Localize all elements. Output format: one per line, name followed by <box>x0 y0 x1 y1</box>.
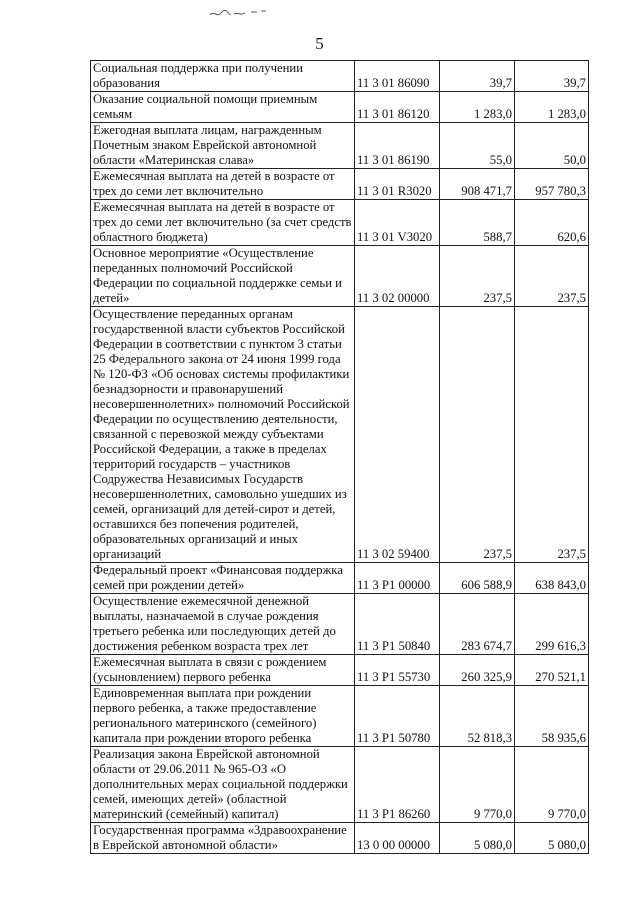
table-row <box>91 594 589 655</box>
row-value-2: 50,0 <box>515 123 589 169</box>
row-code: 11 3 02 00000 <box>355 246 440 307</box>
budget-table <box>90 60 589 854</box>
row-value-1: 5 080,0 <box>440 823 515 854</box>
row-code: 11 3 P1 00000 <box>355 563 440 594</box>
row-value-1: 237,5 <box>440 307 515 563</box>
row-value-1: 237,5 <box>440 246 515 307</box>
row-code: 11 3 P1 50780 <box>355 686 440 747</box>
row-value-2: 237,5 <box>515 307 589 563</box>
row-name: Ежегодная выплата лицам, награжденным Почетным знаком Еврейской автономной области «Материнская слава» <box>91 123 355 169</box>
row-code: 11 3 02 59400 <box>355 307 440 563</box>
row-value-2: 620,6 <box>515 200 589 246</box>
row-code: 11 3 01 86190 <box>355 123 440 169</box>
row-value-1: 908 471,7 <box>440 169 515 200</box>
table-row <box>91 686 589 747</box>
row-name: Основное мероприятие «Осуществление переданных полномочий Российской Федерации по социальной поддержке семьи и детей» <box>91 246 355 307</box>
table-row <box>91 307 589 563</box>
table-row <box>91 61 589 92</box>
table-row <box>91 200 589 246</box>
row-code: 11 3 P1 55730 <box>355 655 440 686</box>
row-code: 13 0 00 00000 <box>355 823 440 854</box>
table-row <box>91 92 589 123</box>
page-number: 5 <box>315 34 324 53</box>
row-value-2: 9 770,0 <box>515 747 589 823</box>
table-row <box>91 823 589 854</box>
row-value-2: 270 521,1 <box>515 655 589 686</box>
row-value-1: 588,7 <box>440 200 515 246</box>
row-value-1: 55,0 <box>440 123 515 169</box>
table-row <box>91 747 589 823</box>
row-value-2: 957 780,3 <box>515 169 589 200</box>
row-name: Оказание социальной помощи приемным семьям <box>91 92 355 123</box>
row-value-1: 606 588,9 <box>440 563 515 594</box>
row-value-2: 58 935,6 <box>515 686 589 747</box>
row-code: 11 3 01 86090 <box>355 61 440 92</box>
row-code: 11 3 01 R3020 <box>355 169 440 200</box>
row-value-2: 237,5 <box>515 246 589 307</box>
table-row <box>91 563 589 594</box>
row-value-2: 5 080,0 <box>515 823 589 854</box>
row-value-2: 299 616,3 <box>515 594 589 655</box>
row-value-2: 638 843,0 <box>515 563 589 594</box>
table-row <box>91 246 589 307</box>
row-value-1: 39,7 <box>440 61 515 92</box>
row-code: 11 3 P1 50840 <box>355 594 440 655</box>
table-row <box>91 655 589 686</box>
handwritten-mark <box>208 6 268 20</box>
row-name: Осуществление ежемесячной денежной выплаты, назначаемой в случае рождения третьего ребенка или последующих детей до достижения ребенком возраста трех лет <box>91 594 355 655</box>
row-name: Единовременная выплата при рождении первого ребенка, а также предоставление регионального материнского (семейного) капитала при рождении второго ребенка <box>91 686 355 747</box>
row-name: Реализация закона Еврейской автономной области от 29.06.2011 № 965-ОЗ «О дополнительных мерах социальной поддержки семей, имеющих детей» (областной материнский (семейный) капитал) <box>91 747 355 823</box>
row-name: Осуществление переданных органам государственной власти субъектов Российской Федерации в соответствии с пунктом 3 статьи 25 Федерального закона от 24 июня 1999 года № 120-ФЗ «Об основах системы профилактики безнадзорности и правонарушений несовершеннолетних» полномочий Российской Федерации по осуществлению деятельности, связанной с перевозкой между субъектами Российской Федерации, а также в пределах территорий государств – участников Содружества Независимых Государств несовершеннолетних, самовольно ушедших из семей, организаций для детей-сирот и детей, оставшихся без попечения родителей, образовательных организаций и иных организаций <box>91 307 355 563</box>
row-value-1: 52 818,3 <box>440 686 515 747</box>
row-value-1: 283 674,7 <box>440 594 515 655</box>
row-name: Ежемесячная выплата на детей в возрасте от трех до семи лет включительно (за счет средств областного бюджета) <box>91 200 355 246</box>
row-name: Социальная поддержка при получении образования <box>91 61 355 92</box>
row-value-1: 260 325,9 <box>440 655 515 686</box>
row-value-1: 1 283,0 <box>440 92 515 123</box>
row-name: Ежемесячная выплата в связи с рождением (усыновлением) первого ребенка <box>91 655 355 686</box>
row-value-2: 1 283,0 <box>515 92 589 123</box>
table-row <box>91 123 589 169</box>
row-code: 11 3 P1 86260 <box>355 747 440 823</box>
row-value-2: 39,7 <box>515 61 589 92</box>
row-code: 11 3 01 86120 <box>355 92 440 123</box>
row-name: Ежемесячная выплата на детей в возрасте от трех до семи лет включительно <box>91 169 355 200</box>
table-row <box>91 169 589 200</box>
row-name: Федеральный проект «Финансовая поддержка семей при рождении детей» <box>91 563 355 594</box>
row-code: 11 3 01 V3020 <box>355 200 440 246</box>
row-name: Государственная программа «Здравоохранение в Еврейской автономной области» <box>91 823 355 854</box>
row-value-1: 9 770,0 <box>440 747 515 823</box>
